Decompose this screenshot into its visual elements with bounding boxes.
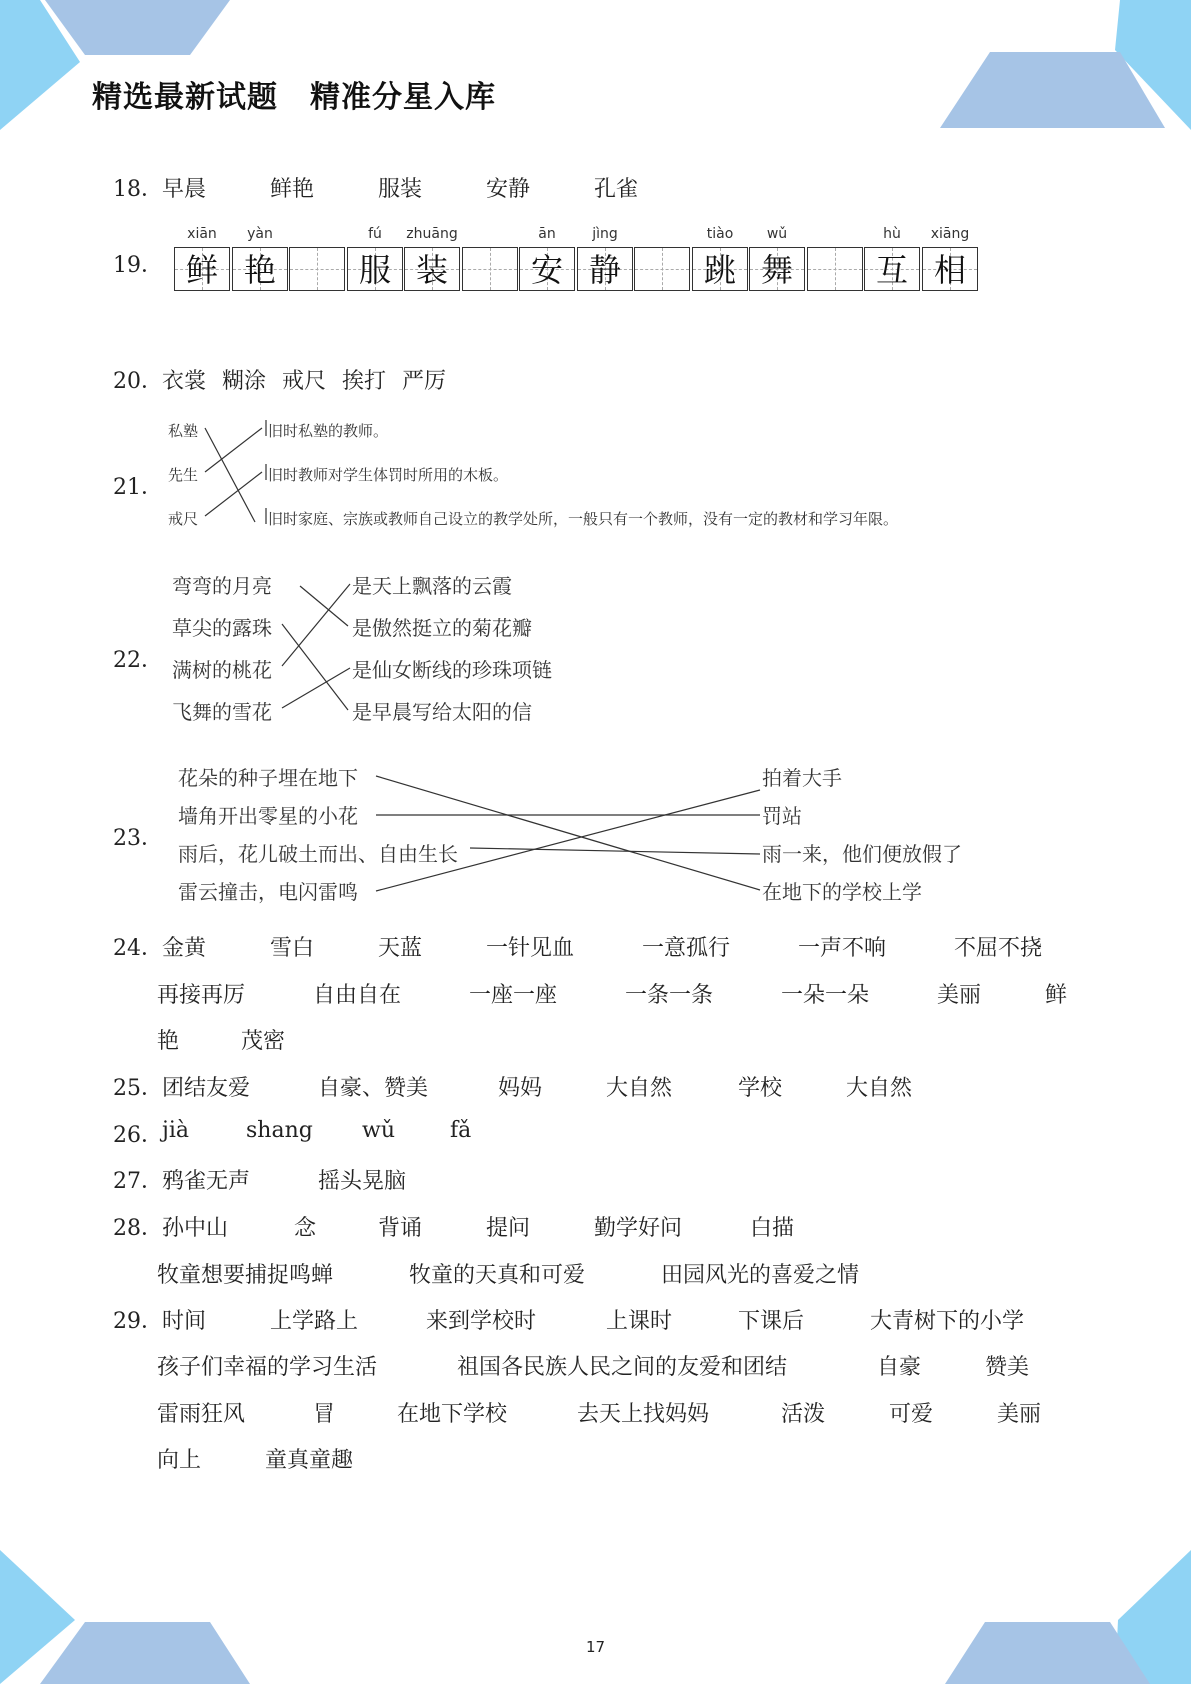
answer-item: 自豪 xyxy=(877,1355,922,1380)
grid-character: 服 xyxy=(358,251,391,289)
answer-item: 一声不响 xyxy=(798,936,887,961)
answer-item: 鲜 xyxy=(1045,983,1068,1008)
question-number: 24． xyxy=(113,936,163,961)
pinyin-label: ān xyxy=(538,226,556,242)
match-line xyxy=(470,848,760,854)
answer-item: 勤学好问 xyxy=(594,1216,683,1241)
answer-item: 美丽 xyxy=(997,1402,1042,1427)
q23-right-phrase: 罚站 xyxy=(762,804,802,828)
q21-left-term: 私塾 xyxy=(168,422,199,440)
pinyin-label: tiào xyxy=(706,226,734,242)
question-number: 23． xyxy=(113,826,163,851)
question-number: 25． xyxy=(113,1076,163,1101)
answer-item: 安静 xyxy=(486,177,531,202)
answer-item: 美丽 xyxy=(937,983,982,1008)
answer-item: 天蓝 xyxy=(378,936,423,961)
answer-item: 大青树下的小学 xyxy=(870,1309,1025,1334)
answer-item: 自由自在 xyxy=(313,983,402,1008)
q29-row xyxy=(157,1443,353,1474)
q23-left-phrase: 墙角开出零星的小花 xyxy=(178,804,358,828)
q22-right-phrase: 是傲然挺立的菊花瓣 xyxy=(352,616,532,640)
answer-item: 孔雀 xyxy=(594,177,639,202)
answer-item: 一针见血 xyxy=(486,936,575,961)
grid-character: 艳 xyxy=(243,251,276,289)
grid-character: 跳 xyxy=(703,251,736,289)
question-number: 28． xyxy=(113,1216,163,1241)
question-number: 26． xyxy=(113,1123,163,1148)
grid-character: 鲜 xyxy=(185,251,218,289)
answer-item: 活泼 xyxy=(781,1402,826,1427)
answer-item: 孩子们幸福的学习生活 xyxy=(157,1355,378,1380)
question-number: 18． xyxy=(113,177,163,202)
q26-answers xyxy=(162,1118,471,1143)
q29-row xyxy=(157,1397,1041,1428)
q23-left-phrase: 花朵的种子埋在地下 xyxy=(178,766,358,790)
answer-item: 摇头晃脑 xyxy=(318,1169,407,1194)
answer-item: 在地下学校 xyxy=(397,1402,508,1427)
q21-right-definition: 旧时家庭、宗族或教师自己设立的教学处所，一般只有一个教师，没有一定的教材和学习年限。 xyxy=(268,510,899,528)
pinyin-label: yàn xyxy=(247,226,273,242)
answer-item: 赞美 xyxy=(985,1355,1030,1380)
answer-item: 团结友爱 xyxy=(162,1076,251,1101)
answer-item: 牧童的天真和可爱 xyxy=(409,1263,586,1288)
answer-item: 去天上找妈妈 xyxy=(577,1402,710,1427)
answer-item: shang xyxy=(246,1118,313,1143)
q29-row xyxy=(157,1350,1029,1381)
q23-left-phrase: 雨后，花儿破土而出、自由生长 xyxy=(178,842,458,866)
answer-item: 妈妈 xyxy=(498,1076,543,1101)
q22-left-phrase: 草尖的露珠 xyxy=(172,616,272,640)
answer-item: 童真童趣 xyxy=(265,1448,354,1473)
pinyin-label: wǔ xyxy=(766,226,788,242)
answer-item: 鸦雀无声 xyxy=(162,1169,251,1194)
pinyin-label: xiāng xyxy=(930,226,970,242)
pinyin-label: fú xyxy=(368,226,382,242)
answer-item: 向上 xyxy=(157,1448,202,1473)
answer-item: 念 xyxy=(294,1216,317,1241)
answer-item: 田园风光的喜爱之情 xyxy=(661,1263,860,1288)
answer-item: 服装 xyxy=(378,177,423,202)
q21-left-term: 戒尺 xyxy=(168,510,199,528)
q24-row xyxy=(157,978,1067,1009)
question-number: 27． xyxy=(113,1169,163,1194)
q22-left-phrase: 满树的桃花 xyxy=(172,658,272,682)
answer-item: 早晨 xyxy=(162,177,207,202)
answer-item: 雪白 xyxy=(270,936,315,961)
q22-left-phrase: 飞舞的雪花 xyxy=(172,700,272,724)
q22-right-phrase: 是仙女断线的珍珠项链 xyxy=(352,658,552,682)
answer-item: 一座一座 xyxy=(469,983,558,1008)
q24-row xyxy=(162,931,1042,962)
q28-row xyxy=(162,1211,794,1242)
answer-item: 金黄 xyxy=(162,936,207,961)
match-line xyxy=(376,790,760,891)
grid-character: 静 xyxy=(588,251,621,289)
answer-item: 大自然 xyxy=(606,1076,673,1101)
answer-item: 一条一条 xyxy=(625,983,714,1008)
q23-right-phrase: 拍着大手 xyxy=(762,766,842,790)
answer-item: 背诵 xyxy=(378,1216,423,1241)
answer-item: 一意孤行 xyxy=(642,936,731,961)
answer-item: 严厉 xyxy=(402,369,447,394)
answer-item: 艳 xyxy=(157,1029,180,1054)
grid-character: 相 xyxy=(933,251,966,289)
answer-item: 不屈不挠 xyxy=(954,936,1043,961)
q29-row xyxy=(162,1304,1024,1335)
q22-right-phrase: 是天上飘落的云霞 xyxy=(352,574,512,598)
q25-answers xyxy=(162,1071,912,1102)
answer-item: 上课时 xyxy=(606,1309,673,1334)
grid-character: 装 xyxy=(415,251,448,289)
q21-right-definition: 旧时私塾的教师。 xyxy=(268,422,389,440)
q21-left-term: 先生 xyxy=(168,466,199,484)
answer-item: 再接再厉 xyxy=(157,983,246,1008)
q24-row xyxy=(157,1024,285,1055)
answer-item: fǎ xyxy=(450,1118,472,1143)
question-number: 21． xyxy=(113,475,163,500)
q27-answers xyxy=(162,1164,406,1195)
answer-item: 时间 xyxy=(162,1309,207,1334)
pinyin-label: xiān xyxy=(187,226,217,242)
answer-item: 衣裳 xyxy=(162,369,207,394)
answer-item: 学校 xyxy=(738,1076,783,1101)
answer-item: 牧童想要捕捉鸣蝉 xyxy=(157,1263,334,1288)
header-title-left: 精选最新试题 xyxy=(92,80,278,115)
question-number: 29． xyxy=(113,1309,163,1334)
answer-item: 一朵一朵 xyxy=(781,983,870,1008)
answer-item: 茂密 xyxy=(241,1029,286,1054)
q22-right-phrase: 是早晨写给太阳的信 xyxy=(352,700,532,724)
answer-item: 祖国各民族人民之间的友爱和团结 xyxy=(457,1355,788,1380)
answer-item: 白描 xyxy=(750,1216,795,1241)
q28-row xyxy=(157,1258,859,1289)
q21-right-definition: 旧时教师对学生体罚时所用的木板。 xyxy=(268,466,509,484)
answer-item: 大自然 xyxy=(846,1076,913,1101)
q23-left-phrase: 雷云撞击，电闪雷鸣 xyxy=(178,880,358,904)
q23-right-phrase: 在地下的学校上学 xyxy=(762,880,922,904)
question-number: 20． xyxy=(113,369,163,394)
answer-item: wǔ xyxy=(362,1118,395,1143)
grid-character: 安 xyxy=(530,251,563,289)
answer-item: 雷雨狂风 xyxy=(157,1402,246,1427)
answer-item: 上学路上 xyxy=(270,1309,359,1334)
answer-item: 提问 xyxy=(486,1216,531,1241)
q23-right-phrase: 雨一来，他们便放假了 xyxy=(762,842,962,866)
pinyin-label: zhuāng xyxy=(406,226,458,242)
answer-item: 挨打 xyxy=(342,369,387,394)
answer-item: 孙中山 xyxy=(162,1216,229,1241)
answer-item: 下课后 xyxy=(738,1309,805,1334)
answer-item: 自豪、赞美 xyxy=(318,1076,429,1101)
match-line xyxy=(376,776,760,890)
answer-item: 可爱 xyxy=(889,1402,934,1427)
answer-item: 冒 xyxy=(313,1402,336,1427)
answer-item: jià xyxy=(162,1118,189,1143)
answer-item: 鲜艳 xyxy=(270,177,315,202)
q22-left-phrase: 弯弯的月亮 xyxy=(172,574,272,598)
answer-item: 来到学校时 xyxy=(426,1309,537,1334)
grid-character: 舞 xyxy=(760,251,793,289)
pinyin-label: hù xyxy=(883,226,901,242)
question-number: 19． xyxy=(113,253,163,278)
pinyin-label: jìng xyxy=(592,226,618,242)
answer-item: 糊涂 xyxy=(222,369,267,394)
answer-item: 戒尺 xyxy=(282,369,327,394)
header-title-right: 精准分星入库 xyxy=(310,80,496,115)
page-number: 17 xyxy=(585,1638,606,1656)
grid-character: 互 xyxy=(875,251,908,289)
question-number: 22． xyxy=(113,648,163,673)
